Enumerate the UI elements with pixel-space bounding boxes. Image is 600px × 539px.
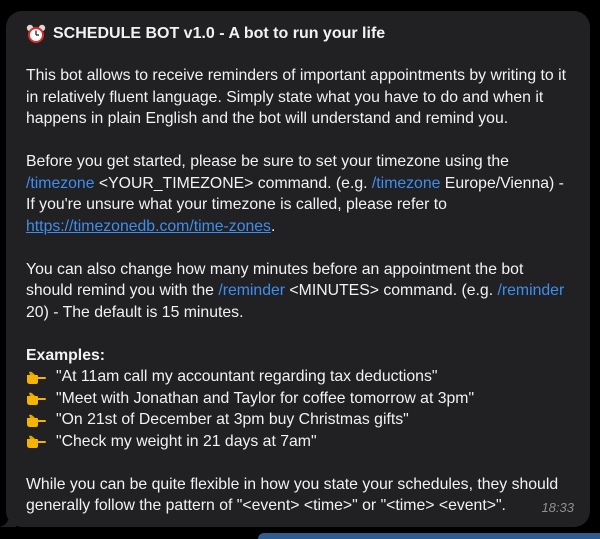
example-text: "Meet with Jonathan and Taylor for coffee tomorrow at 3pm" bbox=[56, 389, 475, 407]
timezone-text-2: <YOUR_TIMEZONE> command. (e.g. bbox=[94, 174, 372, 192]
timezone-paragraph bbox=[26, 151, 570, 237]
timezone-text-3: Europe/Vienna) - If you're unsure what your timezone is called, please refer to bbox=[26, 174, 564, 213]
pointing-hand-icon bbox=[26, 369, 46, 385]
example-item bbox=[26, 431, 570, 453]
pointing-hand-icon bbox=[26, 412, 46, 428]
reminder-paragraph bbox=[26, 259, 570, 324]
example-text: "On 21st of December at 3pm buy Christmas gifts" bbox=[56, 411, 409, 428]
alarm-clock-icon bbox=[26, 24, 46, 44]
examples-section bbox=[26, 345, 570, 453]
timezone-text-4: . bbox=[270, 217, 276, 235]
message-timestamp: 18:33 bbox=[541, 499, 574, 515]
next-message-edge bbox=[258, 533, 600, 539]
message-title: SCHEDULE BOT v1.0 - A bot to run your life bbox=[53, 25, 386, 43]
closing-paragraph: While you can be quite flexible in how you state your schedules, they should generally follow the pattern of "<event> <time>" or "<time> <event>". bbox=[26, 475, 559, 514]
pointing-hand-icon bbox=[26, 433, 46, 449]
example-text: "At 11am call my accountant regarding tax deductions" bbox=[56, 368, 438, 385]
timezone-example-command-link[interactable]: /timezone bbox=[371, 174, 441, 192]
timezone-command-link[interactable]: /timezone bbox=[26, 174, 95, 192]
example-item bbox=[26, 366, 570, 388]
pointing-hand-icon bbox=[26, 390, 46, 406]
reminder-command-link[interactable]: /reminder bbox=[218, 282, 286, 299]
reminder-text-3: 20) - The default is 15 minutes. bbox=[26, 303, 244, 321]
reminder-text-2: <MINUTES> command. (e.g. bbox=[285, 282, 498, 299]
intro-paragraph: This bot allows to receive reminders of important appointments by writing to it in relatively fluent language. Simply state what you have to do and when it happens in plain English and the bot will understand and remind you. bbox=[26, 67, 566, 127]
example-item bbox=[26, 388, 570, 410]
message-title-row bbox=[26, 23, 570, 45]
timezone-text-1: Before you get started, please be sure to set your timezone using the bbox=[26, 153, 509, 170]
reminder-example-command-link[interactable]: /reminder bbox=[497, 282, 565, 299]
example-text: "Check my weight in 21 days at 7am" bbox=[56, 432, 317, 450]
timezonedb-url-link[interactable]: https://timezonedb.com/time-zones bbox=[26, 217, 271, 235]
examples-heading: Examples: bbox=[26, 346, 106, 364]
message-bubble[interactable] bbox=[6, 11, 590, 527]
example-item bbox=[26, 409, 570, 431]
reminder-text-1: You can also change how many minutes before an appointment the bot should remind you with the bbox=[26, 260, 524, 299]
